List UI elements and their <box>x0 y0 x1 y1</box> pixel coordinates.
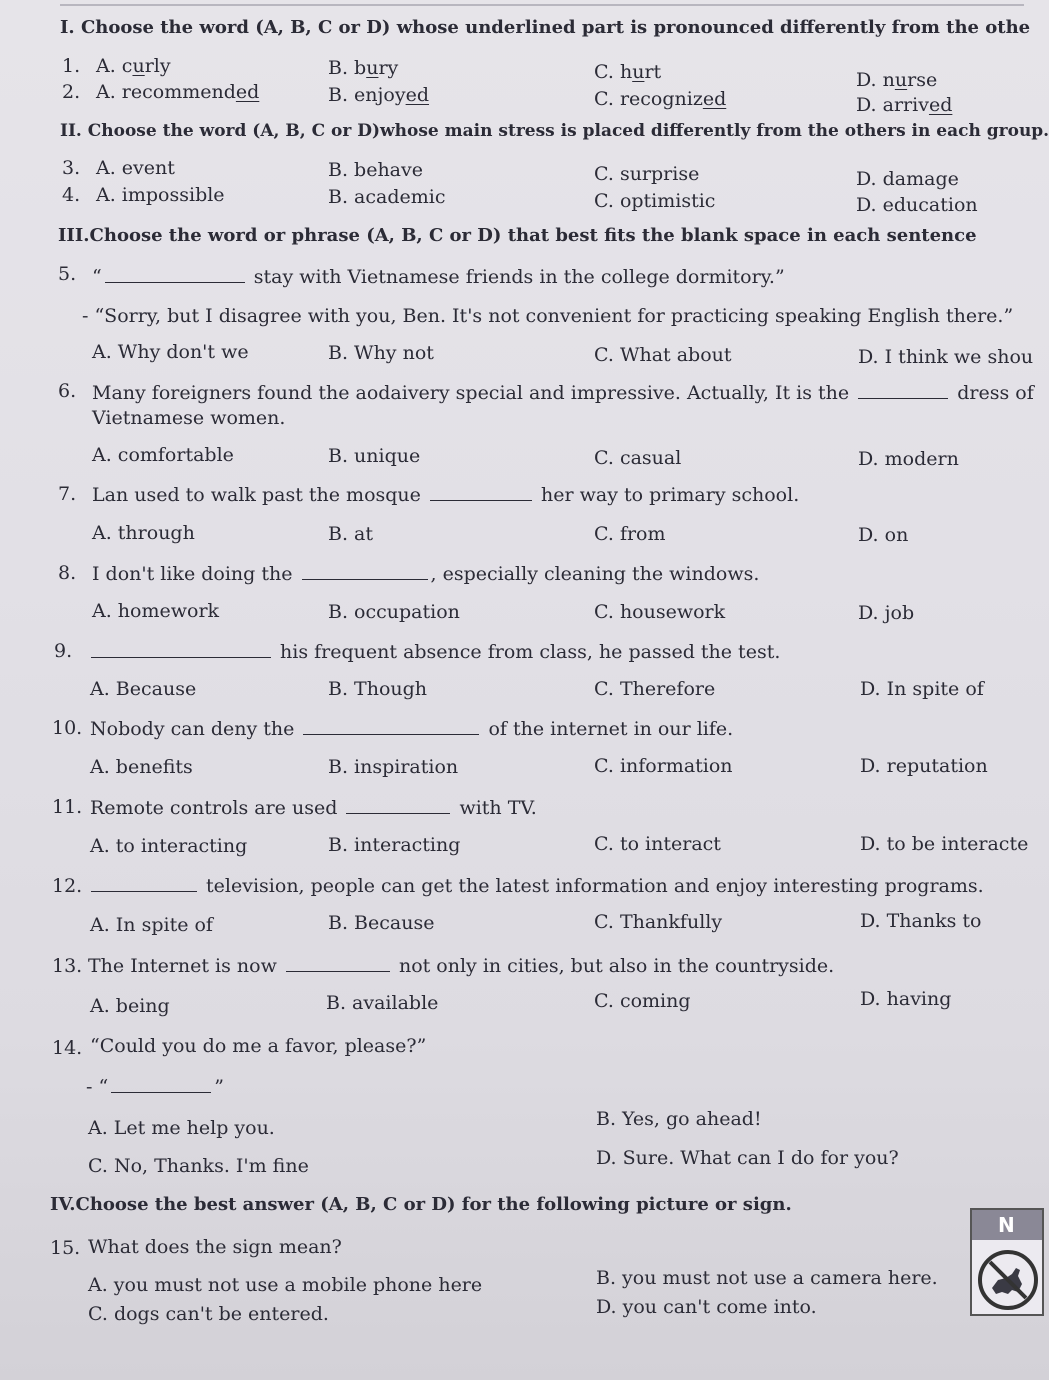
q14-option-a: A. Let me help you. <box>88 1117 275 1139</box>
q5-stem: “ stay with Vietnamese friends in the college dormitory.” <box>92 266 785 288</box>
q11-option-b: B. interacting <box>328 834 461 856</box>
q4-option-d: D. education <box>856 194 978 216</box>
q2-option-c: C. recognized <box>594 88 727 110</box>
section-3-heading: III.Choose the word or phrase (A, B, C or D) that best fits the blank space in each sentence <box>58 225 977 246</box>
q9-option-c: C. Therefore <box>594 678 716 700</box>
q7-option-a: A. through <box>92 522 195 544</box>
q15-option-d: D. you can't come into. <box>596 1296 817 1318</box>
q7-stem: Lan used to walk past the mosque her way to primary school. <box>92 484 800 506</box>
q1-option-c: C. hurt <box>594 61 662 83</box>
q10-option-d: D. reputation <box>860 755 988 777</box>
q8-option-d: D. job <box>858 602 915 624</box>
q9-stem: his frequent absence from class, he passed the test. <box>88 639 780 664</box>
q13-option-c: C. coming <box>594 990 691 1012</box>
q13-blank <box>286 953 390 972</box>
q4-option-a: A. impossible <box>96 184 225 206</box>
q11-number: 11. <box>52 796 83 818</box>
q12-stem: television, people can get the latest information and enjoy interesting programs. <box>88 873 984 898</box>
q5-option-c: C. What about <box>594 344 732 366</box>
q8-option-a: A. homework <box>92 600 220 622</box>
q13-stem: The Internet is now not only in cities, but also in the countryside. <box>88 955 835 977</box>
q6-stem-line2: Vietnamese women. <box>92 407 286 429</box>
q13-option-d: D. having <box>860 988 952 1010</box>
q15-option-a: A. you must not use a mobile phone here <box>88 1274 483 1296</box>
section-2-heading: II. Choose the word (A, B, C or D)whose main stress is placed differently from the others in each group. <box>60 121 1049 141</box>
q11-blank <box>346 795 450 814</box>
q2-number: 2. <box>62 81 81 103</box>
q8-stem: I don't like doing the , especially cleaning the windows. <box>92 563 760 585</box>
q11-option-a: A. to interacting <box>90 835 248 857</box>
q3-option-c: C. surprise <box>594 163 700 185</box>
q5-reply: - “Sorry, but I disagree with you, Ben. It's not convenient for practicing speaking English there.” <box>82 305 1014 327</box>
q2-option-a: A. recommended <box>96 81 260 103</box>
q2-option-d: D. arrived <box>856 94 953 116</box>
q3-option-b: B. behave <box>328 159 423 181</box>
q14-option-b: B. Yes, go ahead! <box>596 1108 762 1130</box>
q12-option-c: C. Thankfully <box>594 911 723 933</box>
q7-option-b: B. at <box>328 523 374 545</box>
q12-blank <box>91 873 197 892</box>
q14-blank <box>111 1074 211 1093</box>
q15-option-c: C. dogs can't be entered. <box>88 1303 329 1325</box>
q8-number: 8. <box>58 562 77 584</box>
q13-option-b: B. available <box>326 992 439 1014</box>
dog-silhouette-icon <box>982 1254 1034 1306</box>
q12-option-d: D. Thanks to <box>860 910 982 932</box>
q8-option-b: B. occupation <box>328 601 460 623</box>
q5-option-a: A. Why don't we <box>92 341 249 363</box>
q12-number: 12. <box>52 875 83 897</box>
q5-number: 5. <box>58 263 77 285</box>
q3-option-a: A. event <box>96 157 175 179</box>
q7-option-d: D. on <box>858 524 909 546</box>
q11-option-c: C. to interact <box>594 833 721 855</box>
q1-option-a: A. curly <box>96 55 171 77</box>
q14-option-d: D. Sure. What can I do for you? <box>596 1147 899 1169</box>
q9-option-d: D. In spite of <box>860 678 984 700</box>
q10-number: 10. <box>52 717 83 739</box>
section-1-heading: I. Choose the word (A, B, C or D) whose underlined part is pronounced differently from the othe <box>60 17 1031 38</box>
q7-number: 7. <box>58 483 77 505</box>
q10-option-a: A. benefits <box>90 756 193 778</box>
no-dogs-sign <box>970 1208 1044 1316</box>
q6-option-a: A. comfortable <box>92 444 234 466</box>
q9-number: 9. <box>54 640 73 662</box>
q9-option-b: B. Though <box>328 678 428 700</box>
q14-number: 14. <box>52 1037 83 1059</box>
sign-label: N <box>972 1210 1042 1240</box>
q1-number: 1. <box>62 55 81 77</box>
page-top-rule <box>60 4 1024 6</box>
q8-option-c: C. housework <box>594 601 726 623</box>
q10-stem: Nobody can deny the of the internet in our life. <box>90 718 734 740</box>
q10-option-b: B. inspiration <box>328 756 459 778</box>
q15-option-b: B. you must not use a camera here. <box>596 1267 938 1289</box>
q14-reply: - “ ” <box>86 1076 224 1098</box>
q8-blank <box>302 561 428 580</box>
q6-option-c: C. casual <box>594 447 682 469</box>
q10-option-c: C. information <box>594 755 733 777</box>
q1-option-b: B. bury <box>328 57 399 79</box>
q12-option-b: B. Because <box>328 912 435 934</box>
q7-option-c: C. from <box>594 523 666 545</box>
q1-option-d: D. nurse <box>856 69 938 91</box>
q2-option-b: B. enjoyed <box>328 84 430 106</box>
q14-option-c: C. No, Thanks. I'm fine <box>88 1155 309 1177</box>
q6-option-d: D. modern <box>858 448 959 470</box>
q13-number: 13. <box>52 955 83 977</box>
q11-stem: Remote controls are used with TV. <box>90 797 537 819</box>
q9-option-a: A. Because <box>90 678 197 700</box>
q4-option-b: B. academic <box>328 186 446 208</box>
q9-blank <box>91 639 271 658</box>
q6-number: 6. <box>58 380 77 402</box>
q14-stem: “Could you do me a favor, please?” <box>90 1035 427 1057</box>
q15-stem: What does the sign mean? <box>88 1236 342 1258</box>
q4-option-c: C. optimistic <box>594 190 716 212</box>
q5-option-d: D. I think we shou <box>858 346 1034 368</box>
q10-blank <box>303 716 479 735</box>
q11-option-d: D. to be interacte <box>860 833 1029 855</box>
q5-option-b: B. Why not <box>328 342 434 364</box>
q15-number: 15. <box>50 1237 81 1259</box>
q3-number: 3. <box>62 157 81 179</box>
q4-number: 4. <box>62 184 81 206</box>
prohibition-dog-icon <box>978 1250 1038 1310</box>
q6-stem-line1: Many foreigners found the aodaivery special and impressive. Actually, It is the dress of <box>92 382 1034 404</box>
q5-blank <box>105 264 245 283</box>
section-4-heading: IV.Choose the best answer (A, B, C or D) for the following picture or sign. <box>50 1194 792 1215</box>
q12-option-a: A. In spite of <box>90 914 213 936</box>
q13-option-a: A. being <box>90 995 170 1017</box>
q6-option-b: B. unique <box>328 445 421 467</box>
q3-option-d: D. damage <box>856 168 959 190</box>
q7-blank <box>430 482 532 501</box>
q6-blank <box>858 380 948 399</box>
